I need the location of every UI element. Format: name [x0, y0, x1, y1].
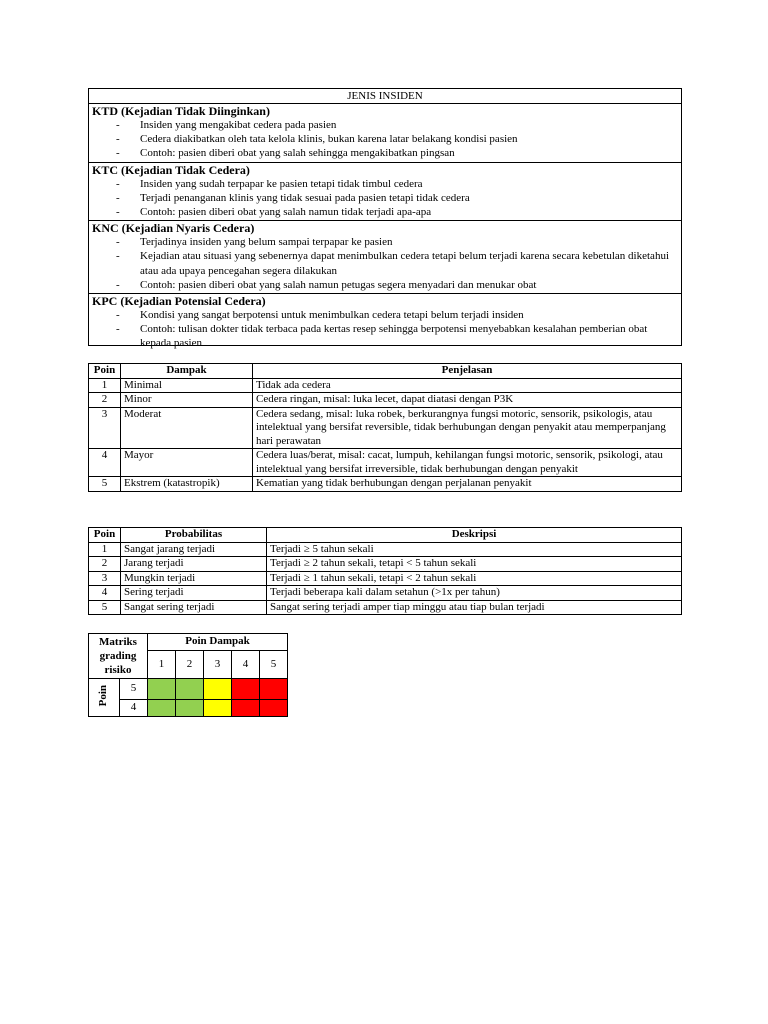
cell-poin: 2 [89, 393, 121, 408]
matrix-row-group-label [89, 679, 120, 717]
cell-poin: 5 [89, 600, 121, 615]
impact-row [89, 407, 682, 449]
matrix-cell-red [260, 679, 288, 700]
cell-poin: 3 [89, 407, 121, 449]
prob-header-deskripsi: Deskripsi [267, 528, 682, 543]
cell-description: Terjadi ≥ 2 tahun sekali, tetapi < 5 tahun sekali [267, 557, 682, 572]
dash-bullet-icon: - [116, 177, 120, 190]
dash-bullet-icon: - [116, 206, 120, 219]
cell-label: Sangat jarang terjadi [121, 542, 267, 557]
matrix-col-header: 5 [260, 651, 288, 679]
cell-description: Cedera ringan, misal: luka lecet, dapat diatasi dengan P3K [253, 393, 682, 408]
dash-bullet-icon: - [116, 250, 120, 263]
cell-description: Terjadi beberapa kali dalam setahun (>1x per tahun) [267, 586, 682, 601]
probability-row [89, 557, 682, 572]
probability-row [89, 542, 682, 557]
matrix-cell-green [176, 679, 204, 700]
matrix-cell-red [260, 700, 288, 717]
cell-description: Cedera luas/berat, misal: cacat, lumpuh, kehilangan fungsi motoric, sensorik, psikologi, atau intelektual yang bersifat irreversible, tidak berhubungan dengan penyakit [253, 449, 682, 477]
probability-row [89, 600, 682, 615]
incident-bullet-item [92, 235, 681, 249]
prob-header-poin: Poin [89, 528, 121, 543]
incident-bullet-text: Kondisi yang sangat berpotensi untuk menimbulkan cedera tetapi belum terjadi insiden [140, 309, 524, 322]
matrix-cell-yellow [204, 700, 232, 717]
incident-bullet-item [92, 132, 681, 146]
cell-description: Tidak ada cedera [253, 378, 682, 393]
matrix-cell-green [176, 700, 204, 717]
incident-section [89, 221, 681, 294]
risk-matrix [88, 633, 288, 717]
cell-poin: 4 [89, 449, 121, 477]
cell-description: Kematian yang tidak berhubungan dengan perjalanan penyakit [253, 477, 682, 492]
matrix-row [89, 679, 288, 700]
incident-bullet-text: Insiden yang mengakibat cedera pada pasien [140, 119, 337, 131]
cell-description: Cedera sedang, misal: luka robek, berkurangnya fungsi motoric, sensorik, psikologis, atau intelektual yang bersifat reversible, tidak berhubungan dengan penyakit atau memperpanjang hari perawatan [253, 407, 682, 449]
dash-bullet-icon: - [116, 278, 120, 291]
matrix-cell-green [148, 679, 176, 700]
impact-row [89, 449, 682, 477]
matrix-row-label: 4 [120, 700, 148, 717]
matrix-row-group-text: Poin [97, 684, 110, 706]
dash-bullet-icon: - [116, 119, 120, 131]
dash-bullet-icon: - [116, 133, 120, 146]
cell-label: Mayor [121, 449, 253, 477]
incident-bullet-list [92, 235, 681, 292]
cell-label: Ekstrem (katastropik) [121, 477, 253, 492]
matrix-corner-label: Matriks grading risiko [89, 634, 148, 679]
incident-bullet-text: Insiden yang sudah terpapar ke pasien tetapi tidak timbul cedera [140, 177, 423, 190]
matrix-col-header: 3 [204, 651, 232, 679]
probability-table-body [89, 542, 682, 615]
impact-table [88, 363, 682, 492]
cell-label: Jarang terjadi [121, 557, 267, 572]
incident-header: JENIS INSIDEN [89, 89, 681, 104]
incident-bullet-item [92, 118, 681, 132]
cell-poin: 4 [89, 586, 121, 601]
dash-bullet-icon: - [116, 323, 120, 336]
prob-header-probabilitas: Probabilitas [121, 528, 267, 543]
incident-section [89, 163, 681, 222]
incident-bullet-item [92, 205, 681, 219]
incident-bullet-list [92, 308, 681, 351]
impact-header-dampak: Dampak [121, 364, 253, 379]
incident-bullet-text: Contoh: pasien diberi obat yang salah namun petugas segera menyadari dan menukar obat [140, 278, 537, 291]
matrix-row-label: 5 [120, 679, 148, 700]
dash-bullet-icon: - [116, 309, 120, 322]
impact-row [89, 378, 682, 393]
incident-bullet-text: Contoh: pasien diberi obat yang salah namun tidak terjadi apa-apa [140, 206, 432, 219]
cell-label: Mungkin terjadi [121, 571, 267, 586]
cell-poin: 3 [89, 571, 121, 586]
incident-bullet-item [92, 146, 681, 160]
incident-bullet-item [92, 249, 681, 277]
cell-poin: 1 [89, 378, 121, 393]
cell-description: Sangat sering terjadi amper tiap minggu atau tiap bulan terjadi [267, 600, 682, 615]
incident-section [89, 294, 681, 352]
incident-bullet-list [92, 177, 681, 220]
incident-bullet-item [92, 308, 681, 322]
matrix-cell-red [232, 679, 260, 700]
incident-sections [89, 104, 681, 352]
cell-description: Terjadi ≥ 5 tahun sekali [267, 542, 682, 557]
dash-bullet-icon: - [116, 236, 120, 249]
incident-bullet-text: Terjadinya insiden yang belum sampai terpapar ke pasien [140, 236, 393, 249]
impact-header-poin: Poin [89, 364, 121, 379]
impact-header-penjelasan: Penjelasan [253, 364, 682, 379]
incident-bullet-item [92, 278, 681, 292]
impact-row [89, 393, 682, 408]
incident-bullet-list [92, 118, 681, 161]
incident-bullet-item [92, 177, 681, 191]
matrix-col-header: 2 [176, 651, 204, 679]
cell-poin: 1 [89, 542, 121, 557]
cell-poin: 2 [89, 557, 121, 572]
matrix-cell-yellow [204, 679, 232, 700]
cell-label: Minor [121, 393, 253, 408]
incident-section-title: KTD (Kejadian Tidak Diinginkan) [92, 104, 270, 118]
cell-label: Sering terjadi [121, 586, 267, 601]
incident-bullet-item [92, 322, 681, 350]
dash-bullet-icon: - [116, 147, 120, 160]
cell-description: Terjadi ≥ 1 tahun sekali, tetapi < 2 tahun sekali [267, 571, 682, 586]
incident-bullet-text: Kejadian atau situasi yang sebenernya dapat menimbulkan cedera tetapi belum terjadi karena secara kebetulan diketahui atau ada upaya pencegahan segera dilakukan [140, 250, 669, 277]
matrix-col-header: 4 [232, 651, 260, 679]
incident-bullet-text: Terjadi penanganan klinis yang tidak sesuai pada pasien tetapi tidak cedera [140, 191, 470, 204]
dash-bullet-icon: - [116, 191, 120, 204]
impact-row [89, 477, 682, 492]
incident-section-title: KTC (Kejadian Tidak Cedera) [92, 162, 250, 177]
impact-table-body [89, 378, 682, 491]
incident-bullet-text: Contoh: tulisan dokter tidak terbaca pada kertas resep sehingga berpotensi menyebabkan kesalahan pemberian obat kepada pasien [140, 323, 648, 350]
incident-types-box [88, 88, 682, 350]
matrix-cell-green [148, 700, 176, 717]
cell-label: Sangat sering terjadi [121, 600, 267, 615]
cell-label: Minimal [121, 378, 253, 393]
incident-section-title: KPC (Kejadian Potensial Cedera) [92, 294, 266, 309]
probability-row [89, 571, 682, 586]
incident-bullet-text: Contoh: pasien diberi obat yang salah sehingga mengakibatkan pingsan [140, 147, 455, 160]
cell-poin: 5 [89, 477, 121, 492]
probability-row [89, 586, 682, 601]
incident-section [89, 104, 681, 163]
matrix-cell-red [232, 700, 260, 717]
probability-table [88, 527, 682, 615]
incident-section-title: KNC (Kejadian Nyaris Cedera) [92, 221, 255, 236]
cell-label: Moderat [121, 407, 253, 449]
incident-bullet-item [92, 191, 681, 205]
matrix-col-group-label: Poin Dampak [148, 634, 288, 651]
matrix-col-header: 1 [148, 651, 176, 679]
incident-bullet-text: Cedera diakibatkan oleh tata kelola klinis, bukan karena latar belakang kondisi pasien [140, 133, 518, 146]
